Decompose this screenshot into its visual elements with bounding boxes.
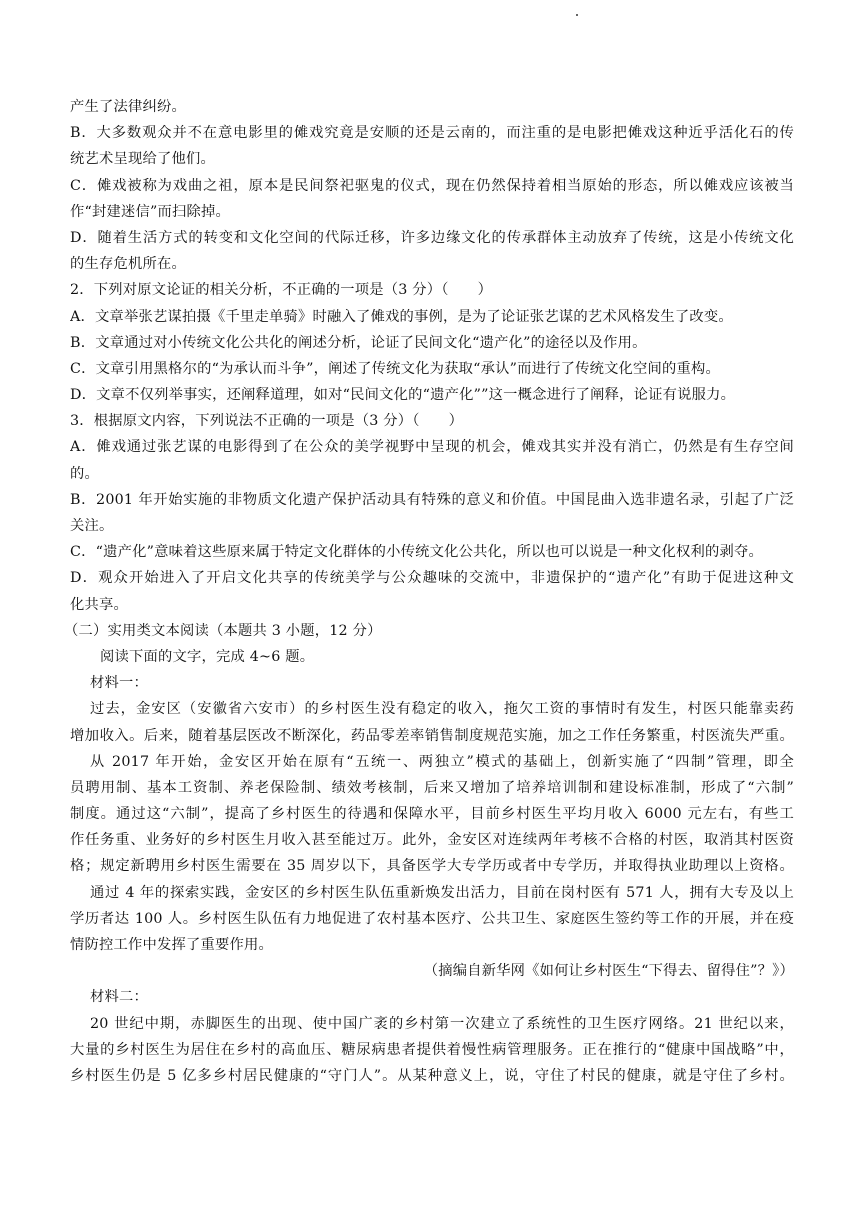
paragraph-line: 制度。通过这“六制”，提高了乡村医生的待遇和保障水平，目前乡村医生平均月收入 6000 元左右，有些工: [70, 806, 794, 823]
q2-option-a: A．文章举张艺谋拍摄《千里走单骑》时融入了傩戏的事例，是为了论证张艺谋的艺术风格发生了改变。: [70, 308, 733, 325]
paragraph-line: 从 2017 年开始，金安区开始在原有“五统一、两独立”模式的基础上，创新实施了“四制”管理，即全: [90, 753, 794, 770]
paragraph-line: 员聘用制、基本工资制、养老保险制、绩效考核制，后来又增加了培养培训制和建设标准制，形成了“六制”: [70, 779, 794, 796]
paragraph-line: 通过 4 年的探索实践，金安区的乡村医生队伍重新焕发出活力，目前在岗村医有 571 人，拥有大专及以上: [90, 884, 794, 901]
paragraph-line: 20 世纪中期，赤脚医生的出现、使中国广袤的乡村第一次建立了系统性的卫生医疗网络。21 世纪以来，: [90, 1015, 794, 1032]
q2-option-b: B．文章通过对小传统文化公共化的阐述分析，论证了民间文化“遗产化”的途径以及作用。: [70, 334, 647, 351]
paragraph-line: 格；规定新聘用乡村医生需要在 35 周岁以下，具备医学大专学历或者中专学历，并取得执业助理以上资格。: [70, 858, 794, 875]
question-3-stem: 3．根据原文内容，下列说法不正确的一项是（3 分）（ ）: [70, 413, 464, 430]
text-line: 的生存危机所在。: [70, 256, 186, 273]
header-mark: [576, 14, 578, 16]
text-line: 产生了法律纠纷。: [70, 99, 186, 115]
q2-option-c: C．文章引用黑格尔的“为承认而斗争”，阐述了传统文化为获取“承认”而进行了传统文化空间的重构。: [70, 360, 721, 377]
text-line: 统艺术呈现给了他们。: [70, 151, 215, 168]
option-d-line: D．随着生活方式的转变和文化空间的代际迁移，许多边缘文化的传承群体主动放弃了传统，这是小传统文化: [70, 229, 794, 246]
paragraph-line: 增加收入。后来，随着基层医改不断深化，药品零差率销售制度规范实施，加之工作任务繁重，村医流失严重。: [70, 727, 794, 744]
text-line: 关注。: [70, 518, 114, 534]
paragraph-line: 学历者达 100 人。乡村医生队伍有力地促进了农村基本医疗、公共卫生、家庭医生签约等工作的开展，并在疫: [70, 910, 794, 927]
q3-option-a: A．傩戏通过张艺谋的电影得到了在公众的美学视野中呈现的机会，傩戏其实并没有消亡，仍然是有生存空间: [70, 439, 794, 456]
paragraph-line: 作任务重、业务好的乡村医生月收入甚至能过万。此外，金安区对连续两年考核不合格的村医，取消其村医资: [70, 832, 794, 849]
q2-option-d: D．文章不仅列举事实，还阐释道理，如对“民间文化的“遗产化””这一概念进行了阐释，论证有说服力。: [70, 387, 736, 404]
text-line: 的。: [70, 465, 99, 482]
material-2-label: 材料二：: [90, 989, 148, 1006]
document-body: [64, 94, 794, 1089]
question-2-stem: 2．下列对原文论证的相关分析，不正确的一项是（3 分）（ ）: [70, 282, 493, 299]
paragraph-line: 大量的乡村医生为居住在乡村的高血压、糖尿病患者提供着慢性病管理服务。正在推行的“健康中国战略”中，: [70, 1041, 794, 1058]
section-heading: （二）实用类文本阅读（本题共 3 小题，12 分）: [64, 622, 382, 639]
q3-option-d: D．观众开始进入了开启文化共享的传统美学与公众趣味的交流中，非遗保护的“遗产化”有助于促进这种文: [70, 570, 794, 587]
q3-option-c: C．“遗产化”意味着这些原来属于特定文化群体的小传统文化公共化，所以也可以说是一种文化权利的剥夺。: [70, 544, 764, 561]
q3-option-b: B．2001 年开始实施的非物质文化遗产保护活动具有特殊的意义和价值。中国昆曲入选非遗名录，引起了广泛: [70, 491, 794, 508]
option-b-line: B．大多数观众并不在意电影里的傩戏究竟是安顺的还是云南的，而注重的是电影把傩戏这种近乎活化石的传: [70, 125, 794, 142]
source-citation: （摘编自新华网《如何让乡村医生“下得去、留得住”？》）: [423, 963, 794, 980]
paragraph-line: 乡村医生仍是 5 亿多乡村居民健康的“守门人”。从某种意义上，说，守住了村民的健康，就是守住了乡村。: [70, 1067, 794, 1084]
reading-instruction: 阅读下面的文字，完成 4~6 题。: [100, 648, 315, 665]
paragraph-line: 情防控工作中发挥了重要作用。: [70, 937, 273, 953]
material-1-label: 材料一：: [90, 675, 148, 692]
paragraph-line: 过去，金安区（安徽省六安市）的乡村医生没有稳定的收入，拖欠工资的事情时有发生，村医只能靠卖药: [90, 701, 794, 718]
option-c-line: C．傩戏被称为戏曲之祖，原本是民间祭祀驱鬼的仪式，现在仍然保持着相当原始的形态，所以傩戏应该被当: [70, 177, 794, 194]
text-line: 作“封建迷信”而扫除掉。: [70, 203, 230, 220]
text-line: 化共享。: [70, 596, 128, 613]
